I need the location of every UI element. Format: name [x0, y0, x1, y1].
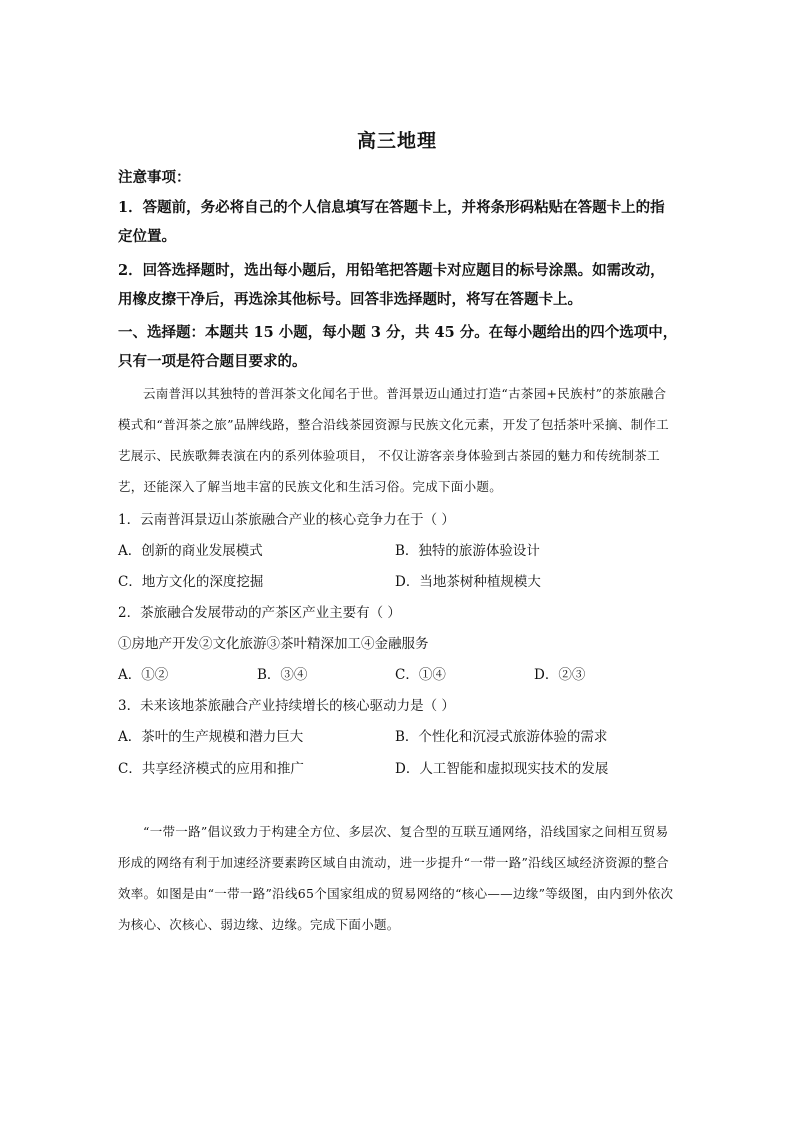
- question-1-stem: 1．云南普洱景迈山茶旅融合产业的核心竞争力在于（ ）: [118, 512, 455, 528]
- question-1-option-d[interactable]: D．当地茶树种植规模大: [395, 574, 541, 590]
- question-3-option-a[interactable]: A．茶叶的生产规模和潜力巨大: [118, 729, 304, 745]
- question-2-sub-items: ①房地产开发②文化旅游③茶叶精深加工④金融服务: [118, 636, 429, 652]
- question-3-stem: 3．未来该地茶旅融合产业持续增长的核心驱动力是（ ）: [118, 698, 455, 714]
- reading-material-2: “一带一路”倡议致力于构建全方位、多层次、复合型的互联互通网络，沿线国家之间相互贸易形成的网络有利于加速经济要素跨区域自由流动，进一步提升“一带一路”沿线区域经济资源的整合效率。如图是由“一带一路”沿线65个国家组成的贸易网络的“核心——边缘”等级图，由内到外依次为核心、次核心、弱边缘、边缘。完成下面小题。: [118, 824, 674, 932]
- notice-item-1: 1．答题前，务必将自己的个人信息填写在答题卡上，并将条形码粘贴在答题卡上的指定位置。: [118, 199, 665, 245]
- question-2-option-a[interactable]: A．①②: [118, 667, 169, 683]
- question-3-option-b[interactable]: B．个性化和沉浸式旅游体验的需求: [395, 729, 608, 745]
- question-2-stem: 2．茶旅融合发展带动的产茶区产业主要有（ ）: [118, 605, 401, 621]
- page-title: 高三地理: [356, 130, 437, 152]
- question-2-option-d[interactable]: D．②③: [534, 667, 586, 683]
- question-1-option-b[interactable]: B．独特的旅游体验设计: [395, 543, 540, 559]
- section-heading: 一、选择题：本题共 15 小题，每小题 3 分，共 45 分。在每小题给出的四个选项中，只有一项是符合题目要求的。: [118, 324, 678, 370]
- question-1-option-a[interactable]: A．创新的商业发展模式: [118, 543, 263, 559]
- question-3-option-c[interactable]: C．共享经济模式的应用和推广: [118, 761, 304, 777]
- question-3-option-d[interactable]: D．人工智能和虚拟现实技术的发展: [395, 761, 609, 777]
- notice-heading: 注意事项：: [118, 169, 191, 186]
- reading-material-1: 云南普洱以其独特的普洱茶文化闻名于世。普洱景迈山通过打造“古茶园+民族村”的茶旅融合模式和“普洱茶之旅”品牌线路，整合沿线茶园资源与民族文化元素，开发了包括茶叶采摘、制作工艺展示、民族歌舞表演在内的系列体验项目， 不仅让游客亲身体验到古茶园的魅力和传统制茶工艺，还能深入了解当地丰富的民族文化和生活习俗。完成下面小题。: [118, 386, 669, 494]
- question-1-option-c[interactable]: C．地方文化的深度挖掘: [118, 574, 264, 590]
- notice-item-2: 2．回答选择题时，选出每小题后，用铅笔把答题卡对应题目的标号涂黑。如需改动，用橡皮擦干净后，再选涂其他标号。回答非选择题时，将写在答题卡上。: [118, 262, 665, 308]
- question-2-option-b[interactable]: B．③④: [257, 667, 308, 683]
- question-2-option-c[interactable]: C．①④: [395, 667, 446, 683]
